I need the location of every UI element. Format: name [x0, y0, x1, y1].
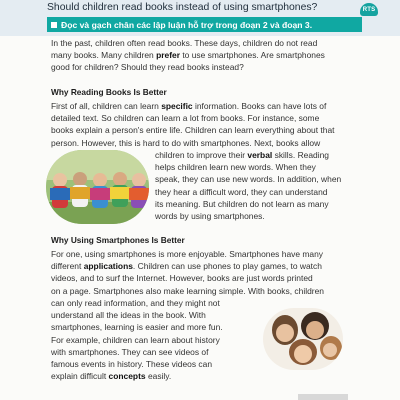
text-line: different applications. Children can use phones to play games, to watch [51, 261, 322, 272]
text-line: can only read information, and they might not [51, 298, 220, 308]
children-with-smartphones-photo [263, 308, 343, 370]
text-line: For one, using smartphones is more enjoyable. Smartphones have many [51, 249, 324, 259]
section2-paragraph [51, 248, 357, 297]
text-line: helps children learn new words. When they [155, 162, 316, 173]
section2-side-text [51, 297, 261, 382]
text-line: explain difficult concepts easily. [51, 371, 172, 382]
instruction-banner [47, 17, 362, 32]
text-line: For example, children can learn about history [51, 334, 220, 345]
instruction-text: Đọc và gạch chân các lập luận hỗ trợ trong đoạn 2 và đoạn 3. [61, 19, 313, 30]
text-line: they hear a difficult word, they can understand [155, 186, 328, 197]
text-line: with smartphones. They can see videos of [51, 346, 209, 357]
keyword: verbal [247, 150, 273, 160]
text-line: children to improve their verbal skills. Reading [155, 150, 329, 160]
page-footer-tag [298, 394, 348, 400]
publisher-logo-icon [360, 3, 378, 16]
text-line: First of all, children can learn specific information. Books can have lots of [51, 101, 327, 111]
section1-side-text [155, 149, 355, 222]
intro-paragraph [51, 37, 357, 74]
text-line: detailed text. So children can learn a lot from books. For instance, some [51, 113, 320, 124]
square-bullet-icon [51, 22, 57, 28]
text-line: videos, and to surf the Internet. However, books are just words printed [51, 273, 313, 284]
section2-heading: Why Using Smartphones Is Better [51, 235, 185, 245]
text-line: speak, they can use new words. In addition, when [155, 174, 342, 185]
text-line: books explain a person's entire life. Children can learn everything about that [51, 125, 335, 136]
text-line: smartphones, learning is easier and more fun. [51, 322, 223, 333]
keyword: applications [83, 261, 133, 272]
keyword: prefer [156, 50, 180, 61]
keyword: specific [161, 101, 193, 111]
text-line: person. However, this is hard to do with smartphones. Next, books allow [51, 137, 321, 148]
intro-line: good for children? Should they read books instead? [51, 62, 244, 73]
intro-line: In the past, children often read books. These days, children do not read [51, 38, 318, 48]
text-line: words by using smartphones. [155, 211, 265, 222]
text-line: its meaning. But children do not learn as many [155, 198, 329, 209]
intro-line: many books. Many children prefer to use smartphones. Are smartphones [51, 50, 325, 61]
text-line: on a page. Smartphones also make learning simple. With books, children [51, 285, 324, 296]
keyword: concepts [108, 371, 146, 382]
text-line: understand all the ideas in the book. With [51, 310, 206, 321]
children-reading-books-photo [46, 150, 149, 224]
text-line: famous events in history. These videos can [51, 359, 213, 370]
logo-text: RTS [362, 6, 376, 13]
section1-heading: Why Reading Books Is Better [51, 87, 167, 97]
section1-paragraph [51, 100, 357, 149]
question-title: Should children read books instead of using smartphones? [47, 2, 318, 13]
